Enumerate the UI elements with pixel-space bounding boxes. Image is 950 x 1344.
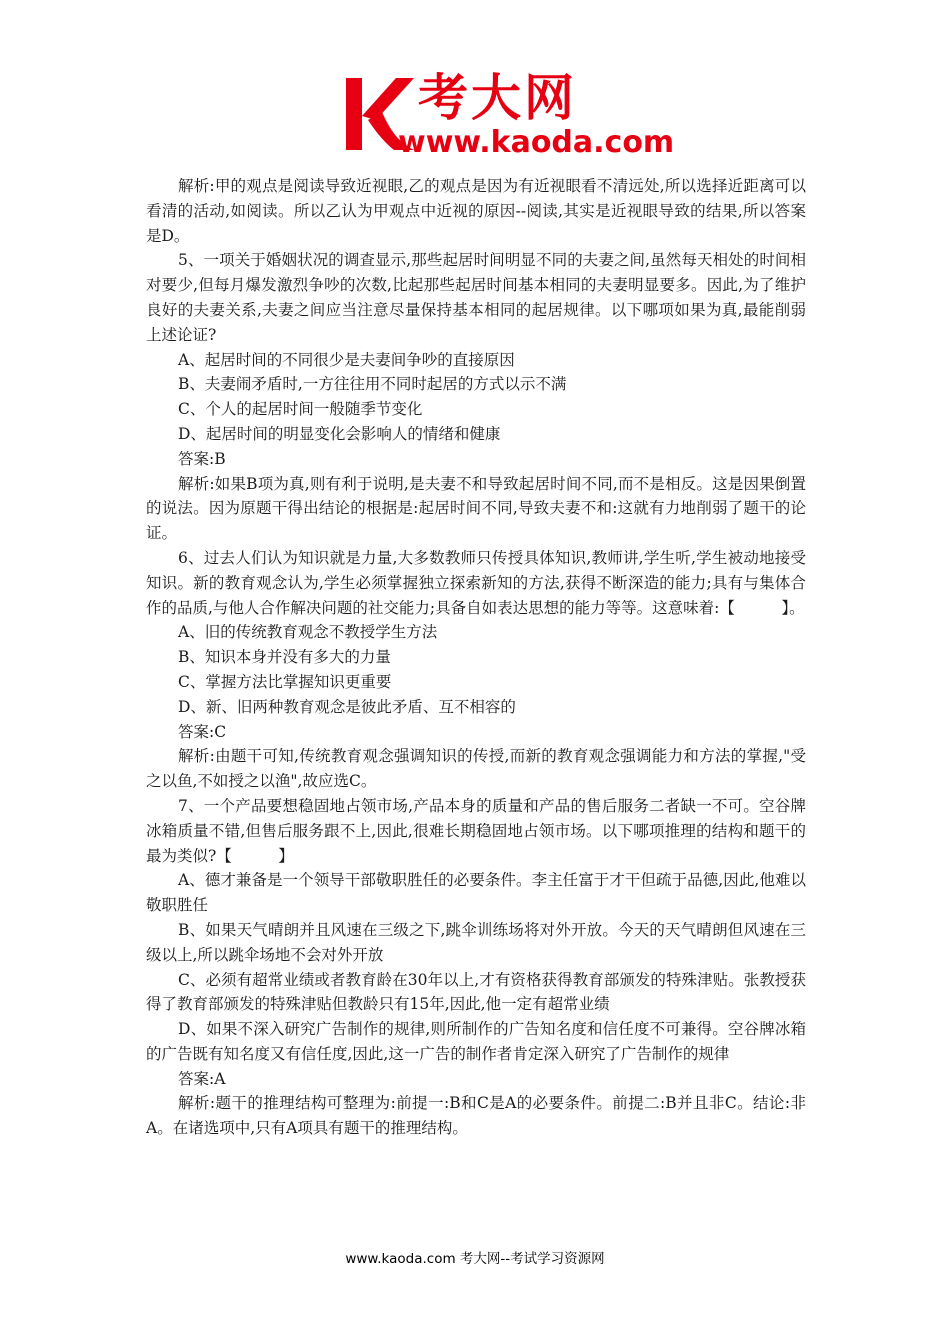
paragraph: D、新、旧两种教育观念是彼此矛盾、互不相容的 [178,697,516,716]
paragraph: B、如果天气晴朗并且风速在三级之下,跳伞训练场将对外开放。今天的天气晴朗但风速在三级以上,所以跳伞场地不会对外开放 [146,920,806,964]
paragraph: B、夫妻闹矛盾时,一方往往用不同时起居的方式以示不满 [178,375,567,394]
page-footer: www.kaoda.com 考大网--考试学习资源网 [345,1251,605,1267]
paragraph: D、起居时间的明显变化会影响人的情绪和健康 [178,424,501,443]
paragraph: 解析:由题干可知,传统教育观念强调知识的传授,而新的教育观念强调能力和方法的掌握,"受之以鱼,不如授之以渔",故应选C。 [146,747,806,791]
paragraph: 答案:B [178,449,226,468]
paragraph: 解析:题干的推理结构可整理为:前提一:B和C是A的必要条件。前提二:B并且非C。结论:非A。在诸选项中,只有A项具有题干的推理结构。 [146,1094,806,1138]
logo-url: www.kaoda.com [398,125,675,160]
paragraph: 解析:如果B项为真,则有利于说明,是夫妻不和导致起居时间不同,而不是相反。这是因果倒置的说法。因为原题干得出结论的根据是:起居时间不同,导致夫妻不和:这就有力地削弱了题干的论证。 [146,474,806,543]
paragraph: 6、过去人们认为知识就是力量,大多数教师只传授具体知识,教师讲,学生听,学生被动地接受知识。新的教育观念认为,学生必须掌握独立探索新知的方法,获得不断深造的能力;具有与集体合作的品质,与他人合作解决问题的社交能力;具备自如表达思想的能力等等。这意味着:【 】。 [146,548,806,617]
paragraph: A、旧的传统教育观念不教授学生方法 [178,623,438,642]
paragraph: C、个人的起居时间一般随季节变化 [178,400,423,419]
question-content [146,174,806,1141]
paragraph: C、掌握方法比掌握知识更重要 [178,672,392,691]
paragraph: A、起居时间的不同很少是夫妻间争吵的直接原因 [178,350,515,369]
paragraph: 答案:C [178,722,227,741]
paragraph: C、必须有超常业绩或者教育龄在30年以上,才有资格获得教育部颁发的特殊津贴。张教授获得了教育部颁发的特殊津贴但教龄只有15年,因此,他一定有超常业绩 [146,970,806,1014]
paragraph: 解析:甲的观点是阅读导致近视眼,乙的观点是因为有近视眼看不清远处,所以选择近距离可以看清的活动,如阅读。所以乙认为甲观点中近视的原因--阅读,其实是近视眼导致的结果,所以答案是D。 [146,177,806,245]
paragraph: 答案:A [178,1069,226,1088]
paragraph: 5、一项关于婚姻状况的调查显示,那些起居时间明显不同的夫妻之间,虽然每天相处的时间相对要少,但每月爆发激烈争吵的次数,比起那些起居时间基本相同的夫妻明显要多。因此,为了维护良好的夫妻关系,夫妻之间应当注意尽量保持基本相同的起居规律。以下哪项如果为真,最能削弱上述论证? [146,251,806,344]
paragraph: 7、一个产品要想稳固地占领市场,产品本身的质量和产品的售后服务二者缺一不可。空谷牌冰箱质量不错,但售后服务跟不上,因此,很难长期稳固地占领市场。以下哪项推理的结构和题干的最为类似?【 】 [146,796,806,865]
paragraph: A、德才兼备是一个领导干部敬职胜任的必要条件。李主任富于才干但疏于品德,因此,他难以敬职胜任 [146,871,806,915]
paragraph: B、知识本身并没有多大的力量 [178,648,391,667]
logo-name: 考大网 [418,69,577,127]
paragraph: D、如果不深入研究广告制作的规律,则所制作的广告知名度和信任度不可兼得。空谷牌冰箱的广告既有知名度又有信任度,因此,这一广告的制作者肯定深入研究了广告制作的规律 [146,1020,806,1063]
kaoda-logo[interactable] [338,69,675,160]
